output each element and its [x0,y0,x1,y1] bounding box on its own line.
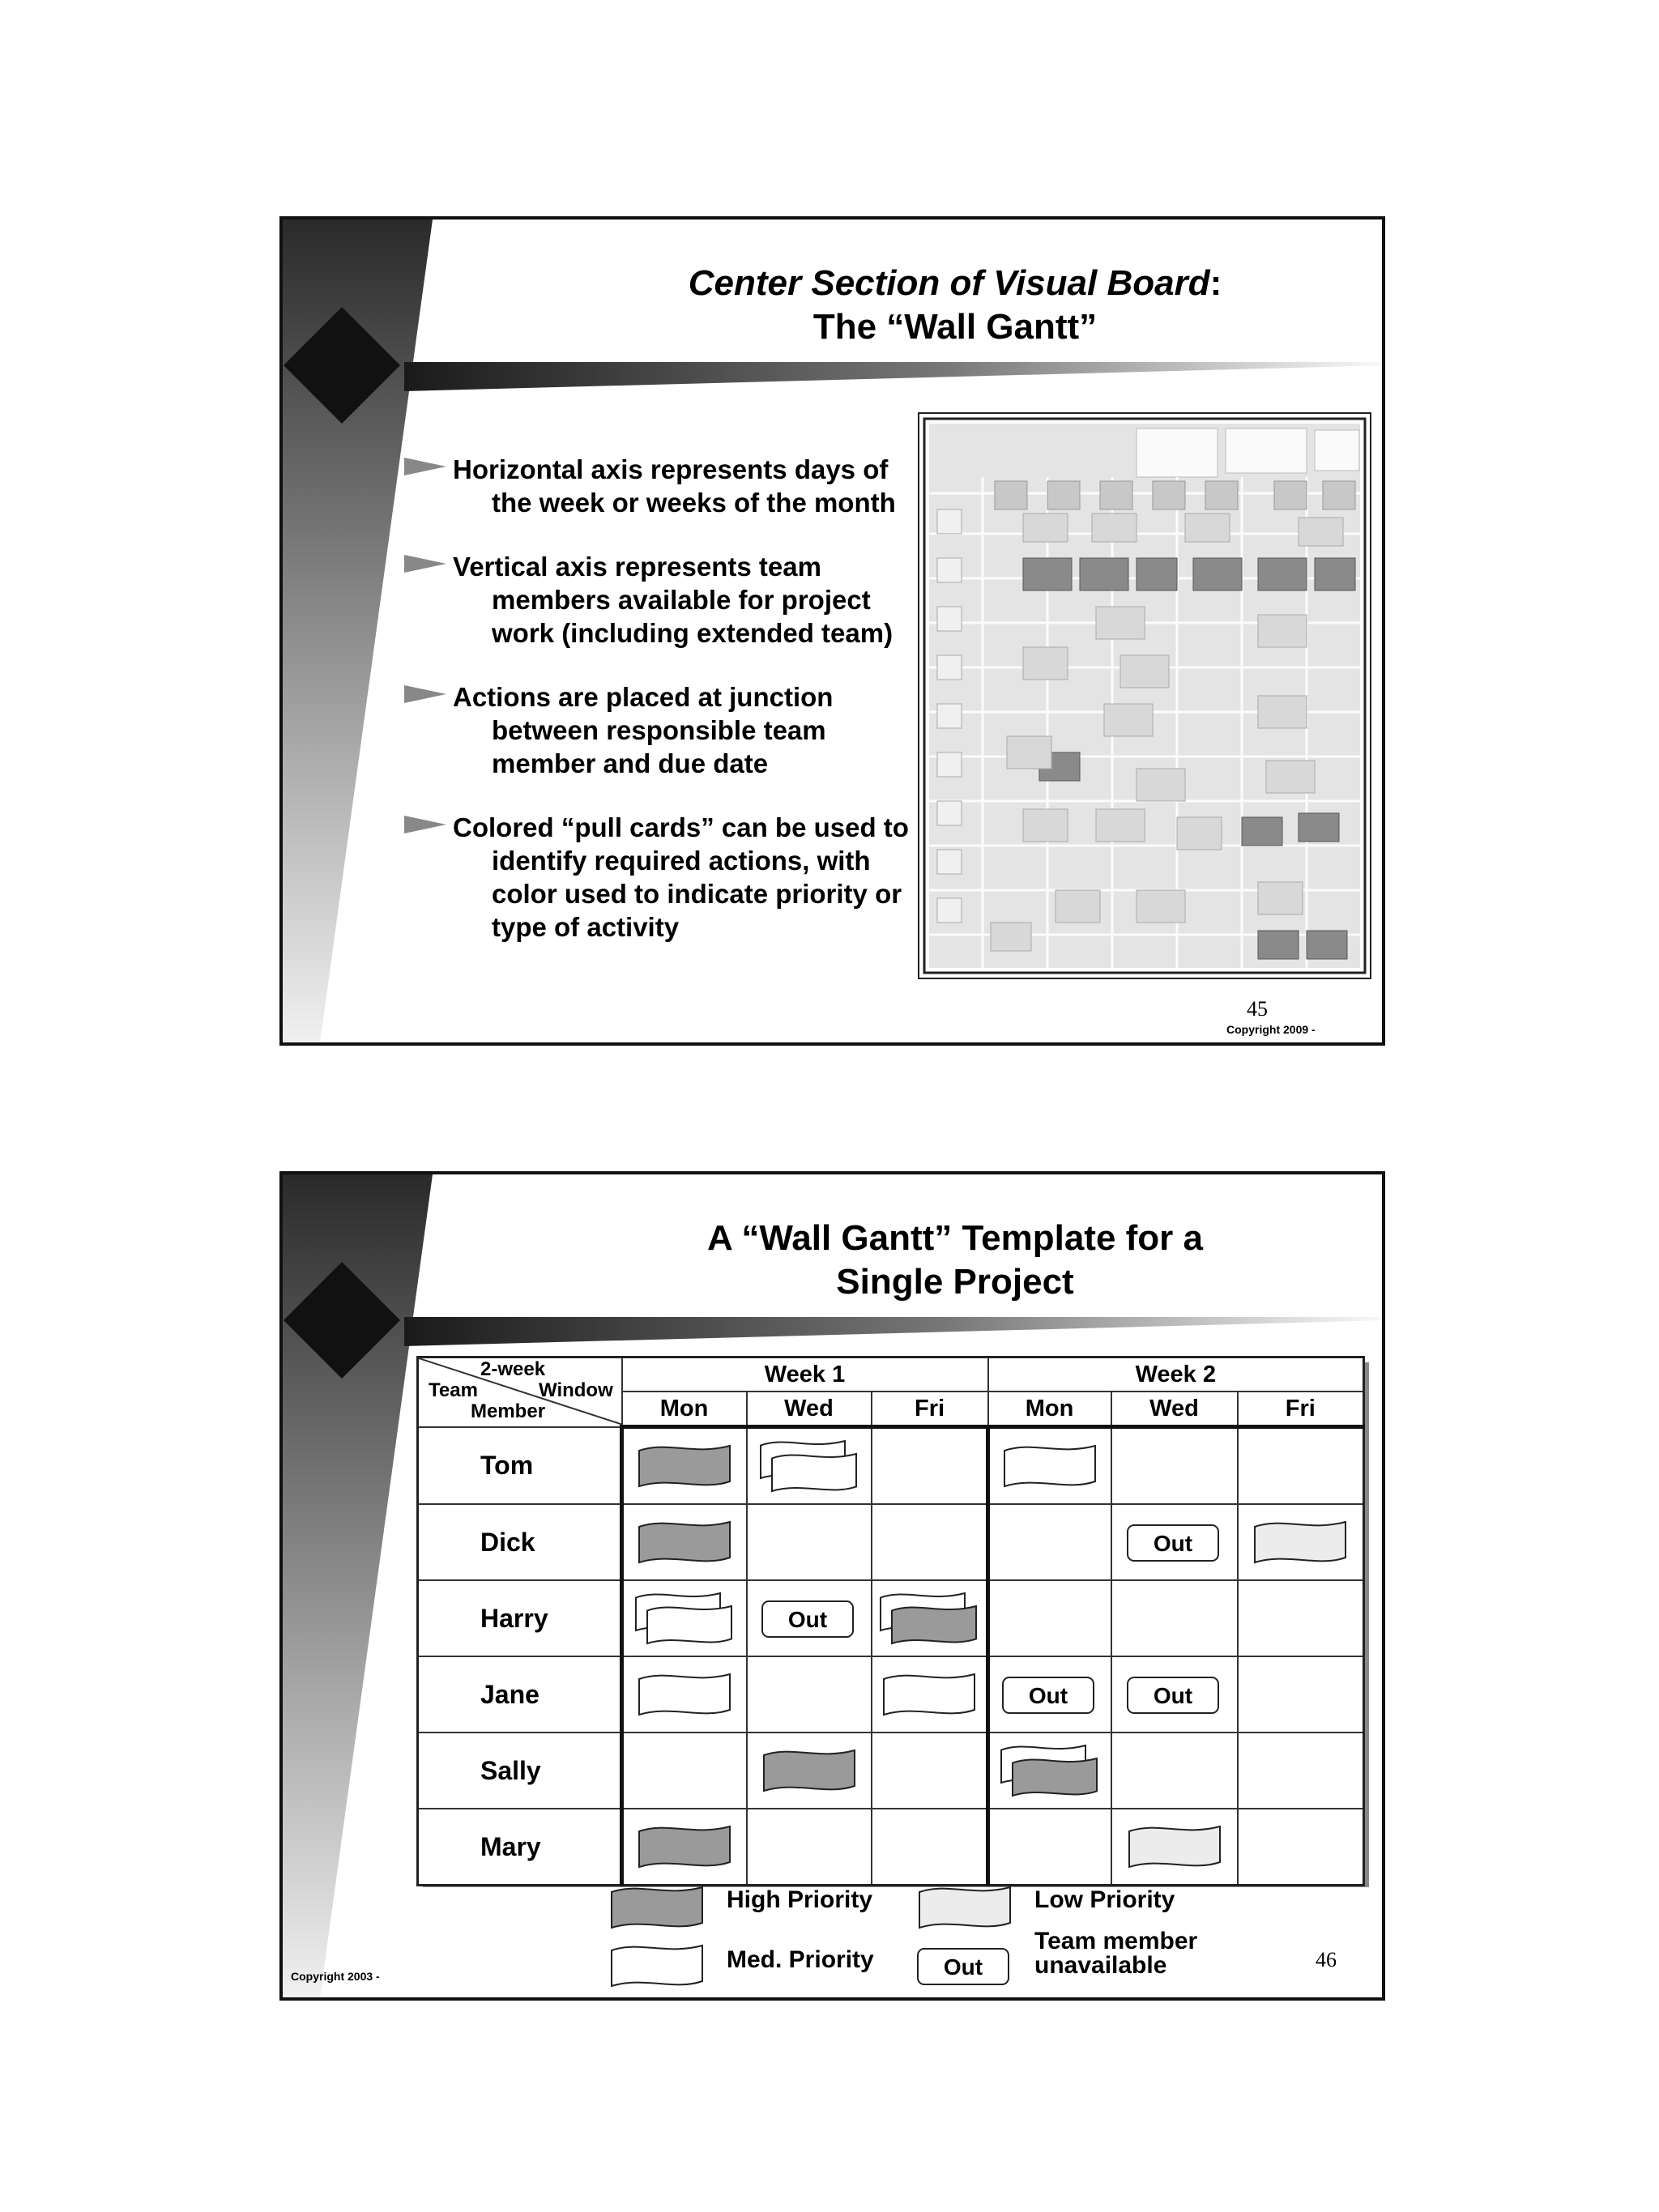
high-priority-card-icon [759,1742,859,1799]
out-card-icon [759,1590,859,1647]
week-header: Week 1 [622,1357,988,1392]
gantt-cell[interactable] [872,1427,988,1505]
gantt-cell[interactable] [872,1580,988,1656]
high-priority-card-icon [634,1818,735,1875]
gantt-cell[interactable] [872,1656,988,1733]
slide-title: A “Wall Gantt” Template for a Single Project [707,1218,1203,1302]
gantt-cell[interactable] [988,1809,1111,1886]
gantt-cell[interactable] [747,1504,872,1580]
day-header: Wed [747,1392,872,1427]
gantt-cell[interactable] [622,1809,747,1886]
gantt-cell[interactable] [1111,1656,1238,1733]
team-member-name: Jane [418,1656,622,1733]
gantt-cell[interactable] [1111,1809,1238,1886]
high-priority-card-icon [634,1514,735,1571]
table-row [418,1656,1364,1733]
table-row [418,1733,1364,1809]
table-row [418,1427,1364,1505]
triangle-bullet-icon [404,458,446,475]
svg-text:Out: Out [943,1954,983,1980]
legend-med-card [607,1937,707,1994]
svg-text:Out: Out [787,1607,827,1632]
bullet-item: Horizontal axis represents days of the week or weeks of the month [404,453,923,519]
high-priority-card-stack-icon [879,1590,979,1647]
gantt-cell[interactable] [1111,1427,1238,1505]
gantt-cell[interactable] [1238,1733,1364,1809]
svg-text:Out: Out [1153,1683,1192,1708]
legend-med-label: Med. Priority [727,1946,874,1973]
day-header: Fri [1238,1392,1364,1427]
svg-text:Out: Out [1029,1683,1068,1708]
copyright-note: Copyright 2003 - [291,1970,380,1983]
low-priority-card-icon [1250,1514,1350,1571]
gantt-cell[interactable] [872,1504,988,1580]
high-priority-card-stack-icon [1000,1742,1100,1799]
wall-board-photo [918,412,1371,979]
table-corner-header: 2-week Window Team Member [418,1357,622,1427]
svg-text:Out: Out [1153,1531,1192,1556]
table-row [418,1504,1364,1580]
slide-45 [279,216,1385,1046]
team-member-name: Sally [418,1733,622,1809]
legend-low-card [915,1879,1015,1936]
triangle-bullet-icon [404,685,446,703]
team-member-name: Dick [418,1504,622,1580]
med-priority-card-icon [1000,1438,1100,1494]
low-priority-card-icon [915,1879,1015,1936]
out-card-icon [915,1937,1015,1994]
med-priority-card-icon [634,1666,735,1723]
legend-high-card [607,1879,707,1936]
med-priority-card-icon [879,1666,979,1723]
out-card-icon [1124,1514,1225,1571]
gantt-cell[interactable] [622,1504,747,1580]
gantt-cell[interactable] [1238,1504,1364,1580]
gantt-cell[interactable] [622,1656,747,1733]
bullet-item: Vertical axis represents team members available for project work (including extended team) [404,550,923,650]
gantt-cell[interactable] [988,1656,1111,1733]
triangle-bullet-icon [404,816,446,833]
bullet-item: Actions are placed at junction between responsible team member and due date [404,680,923,780]
bullet-list [404,453,923,974]
gantt-cell[interactable] [1111,1733,1238,1809]
gantt-cell[interactable] [1111,1504,1238,1580]
high-priority-card-icon [634,1438,735,1494]
wall-gantt-table [416,1356,1365,1886]
gantt-cell[interactable] [1111,1580,1238,1656]
gantt-cell[interactable] [747,1427,872,1505]
gantt-cell[interactable] [988,1733,1111,1809]
gantt-cell[interactable] [872,1733,988,1809]
page-number: 46 [1316,1948,1337,1971]
legend-unavailable-label: Team member unavailable [1034,1928,1198,1979]
gantt-cell[interactable] [747,1733,872,1809]
gantt-cell[interactable] [747,1656,872,1733]
gantt-cell[interactable] [1238,1656,1364,1733]
med-priority-card-stack-icon [759,1438,859,1494]
out-card-icon [1124,1666,1225,1723]
med-priority-card-icon [607,1937,707,1994]
gantt-cell[interactable] [747,1580,872,1656]
table-row [418,1809,1364,1886]
slide-title: Center Section of Visual Board: The “Wall Gantt” [688,263,1222,347]
gantt-cell[interactable] [1238,1809,1364,1886]
priority-legend [607,1879,1336,2001]
gantt-cell[interactable] [988,1504,1111,1580]
gantt-cell[interactable] [622,1733,747,1809]
legend-out-card [915,1937,1015,1994]
legend-high-label: High Priority [727,1886,873,1913]
high-priority-card-icon [607,1879,707,1936]
week-header: Week 2 [988,1357,1364,1392]
day-header: Mon [988,1392,1111,1427]
day-header: Mon [622,1392,747,1427]
low-priority-card-icon [1124,1818,1225,1875]
bullet-item: Colored “pull cards” can be used to identify required actions, with color used to indicate priority or type of activity [404,811,923,944]
gantt-cell[interactable] [988,1427,1111,1505]
gantt-cell[interactable] [872,1809,988,1886]
gantt-cell[interactable] [1238,1580,1364,1656]
triangle-bullet-icon [404,555,446,573]
gantt-cell[interactable] [622,1580,747,1656]
copyright-note: Copyright 2009 - [1226,1023,1316,1036]
gantt-cell[interactable] [747,1809,872,1886]
gantt-cell[interactable] [1238,1427,1364,1505]
gantt-cell[interactable] [988,1580,1111,1656]
day-header: Fri [872,1392,988,1427]
team-member-name: Harry [418,1580,622,1656]
page-number: 45 [1247,997,1268,1021]
gantt-cell[interactable] [622,1427,747,1505]
out-card-icon [1000,1666,1100,1723]
team-member-name: Mary [418,1809,622,1886]
med-priority-card-stack-icon [634,1590,735,1647]
slide-46 [279,1171,1385,2001]
team-member-name: Tom [418,1427,622,1505]
table-row [418,1580,1364,1656]
legend-low-label: Low Priority [1034,1886,1175,1913]
day-header: Wed [1111,1392,1238,1427]
